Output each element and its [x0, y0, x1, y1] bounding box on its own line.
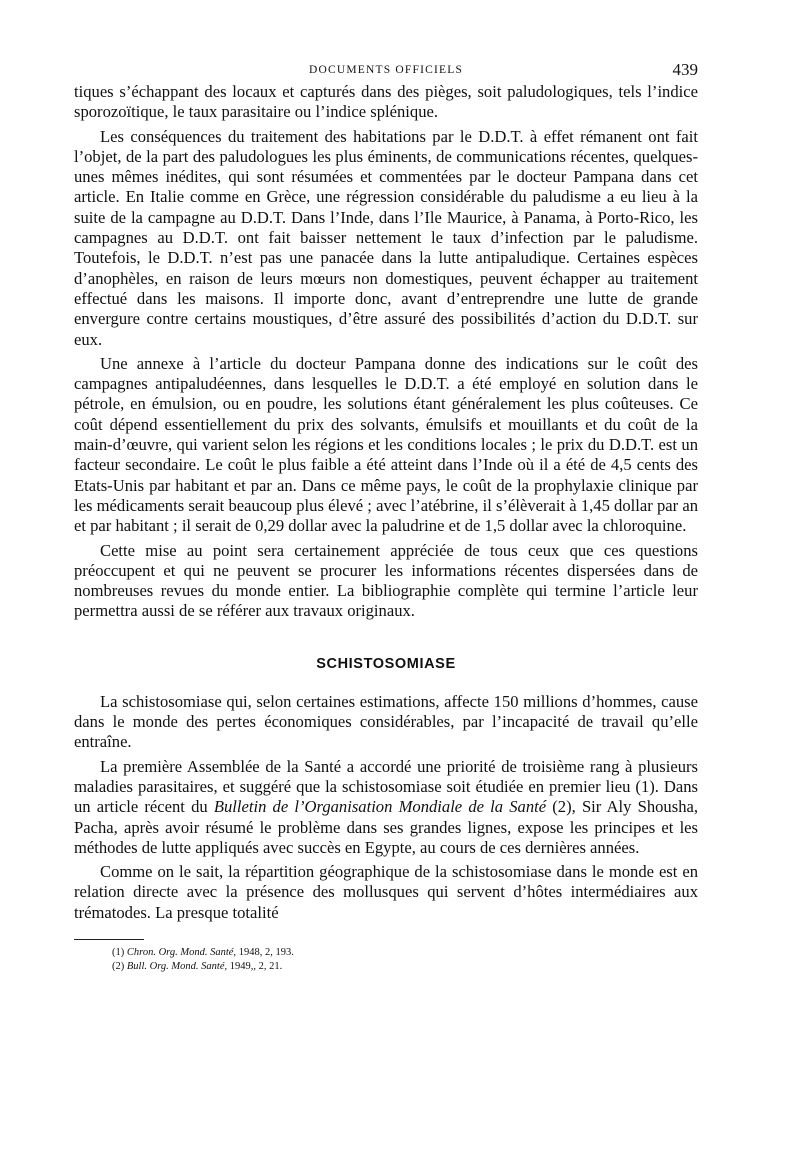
footnote-number: (1): [112, 946, 125, 958]
paragraph: tiques s’échappant des locaux et capturés dans des pièges, soit paludologiques, tels l’indice sporozoïtique, le taux parasitaire ou l’indice splénique.: [74, 82, 698, 122]
page-header: [74, 60, 698, 82]
document-page: [74, 60, 698, 974]
paragraph: Comme on le sait, la répartition géographique de la schistosomiase dans le monde est en relation directe avec la présence des mollusques qui servent d’hôtes intermédiaires aux trématodes. La presque totalité: [74, 862, 698, 922]
paragraph: Cette mise au point sera certainement appréciée de tous ceux que ces questions préoccupent et qui ne peuvent se procurer les informations récentes dispersées dans de nombreuses revues du monde entier. La bibliographie complète qui termine l’article leur permettra aussi de se référer aux travaux originaux.: [74, 540, 698, 621]
paragraph: Une annexe à l’article du docteur Pampana donne des indications sur le coût des campagnes antipaludéennes, dans lesquelles le D.D.T. a été employé en solution dans le pétrole, en émulsion, ou en poudre, les solutions étant généralement les plus coûteuses. Ce coût dépend essentiellement du prix des solvants, émulsifs et mouillants et du coût de la main-d’œuvre, qui varient selon les régions et les conditions locales ; le prix du D.D.T. est un facteur secondaire. Le coût le plus faible a été atteint dans l’Inde où il a été de 4,5 cents des Etats-Unis par habitant et par an. Dans ce même pays, le coût de la prophylaxie clinique par les médicaments serait beaucoup plus élevé ; avec l’atébrine, il s’élèverait à 1,45 dollar par an et par habitant ; il serait de 0,29 dollar avec la paludrine et de 1,5 dollar avec la chloroquine.: [74, 353, 698, 536]
paragraph: [74, 757, 698, 858]
footnote-source: Bull. Org. Mond. Santé,: [126, 960, 228, 972]
paragraph: La schistosomiase qui, selon certaines estimations, affecte 150 millions d’hommes, cause dans le monde des pertes économiques considérables, par l’incapacité de travail qu’elle entraîne.: [74, 691, 698, 752]
footnote-divider: [74, 939, 144, 940]
footnote-source: Chron. Org. Mond. Santé,: [126, 946, 237, 958]
paragraph-text: (2), Sir Aly Shousha, Pacha, après avoir résumé le problème dans ses grandes lignes, expose les principes et les méthodes de lutte appliqués avec succès en Egypte, au cours de ces dernières années.: [74, 797, 698, 857]
paragraph: Les conséquences du traitement des habitations par le D.D.T. à effet rémanent ont fait l’objet, de la part des paludologues les plus éminents, de communications récentes, quelques-unes mêmes inédites, qui sont résumées et commentées par le docteur Pampana dans cet article. En Italie comme en Grèce, une régression considérable du paludisme a eu lieu à la suite de la campagne au D.D.T. Dans l’Inde, dans l’Ile Maurice, à Panama, à Porto-Rico, les campagnes au D.D.T. ont fait baisser nettement le taux d’infection par le paludisme. Toutefois, le D.D.T. n’est pas une panacée dans la lutte antipaludique. Certaines espèces d’anophèles, en raison de leurs mœurs non domestiques, peuvent échapper au traitement effectué dans les maisons. Il importe donc, avant d’entreprendre une lutte de grande envergure contre certains moustiques, d’être assuré des possibilités d’action du D.D.T. sur eux.: [74, 126, 698, 349]
page-number: 439: [672, 60, 698, 79]
footnote-ref: 1948, 2, 193.: [236, 946, 294, 958]
footnote-ref: 1949,, 2, 21.: [227, 960, 283, 972]
footnote-number: (2): [112, 960, 125, 972]
section-title: SCHISTOSOMIASE: [316, 655, 456, 672]
journal-title: Bulletin de l’Organisation Mondiale de la Santé: [213, 797, 547, 817]
paragraph-text: La première Assemblée de la Santé a accordé une priorité de troisième rang à plusieurs maladies parasitaires, et suggéré que la schistosomiase soit étudiée en premier lieu (1). Dans un article récent du: [74, 756, 698, 817]
running-head: DOCUMENTS OFFICIELS: [308, 64, 464, 76]
footnote: [74, 946, 698, 960]
footnotes: [74, 946, 698, 974]
footnote: [74, 960, 698, 974]
article-body: [74, 82, 698, 923]
